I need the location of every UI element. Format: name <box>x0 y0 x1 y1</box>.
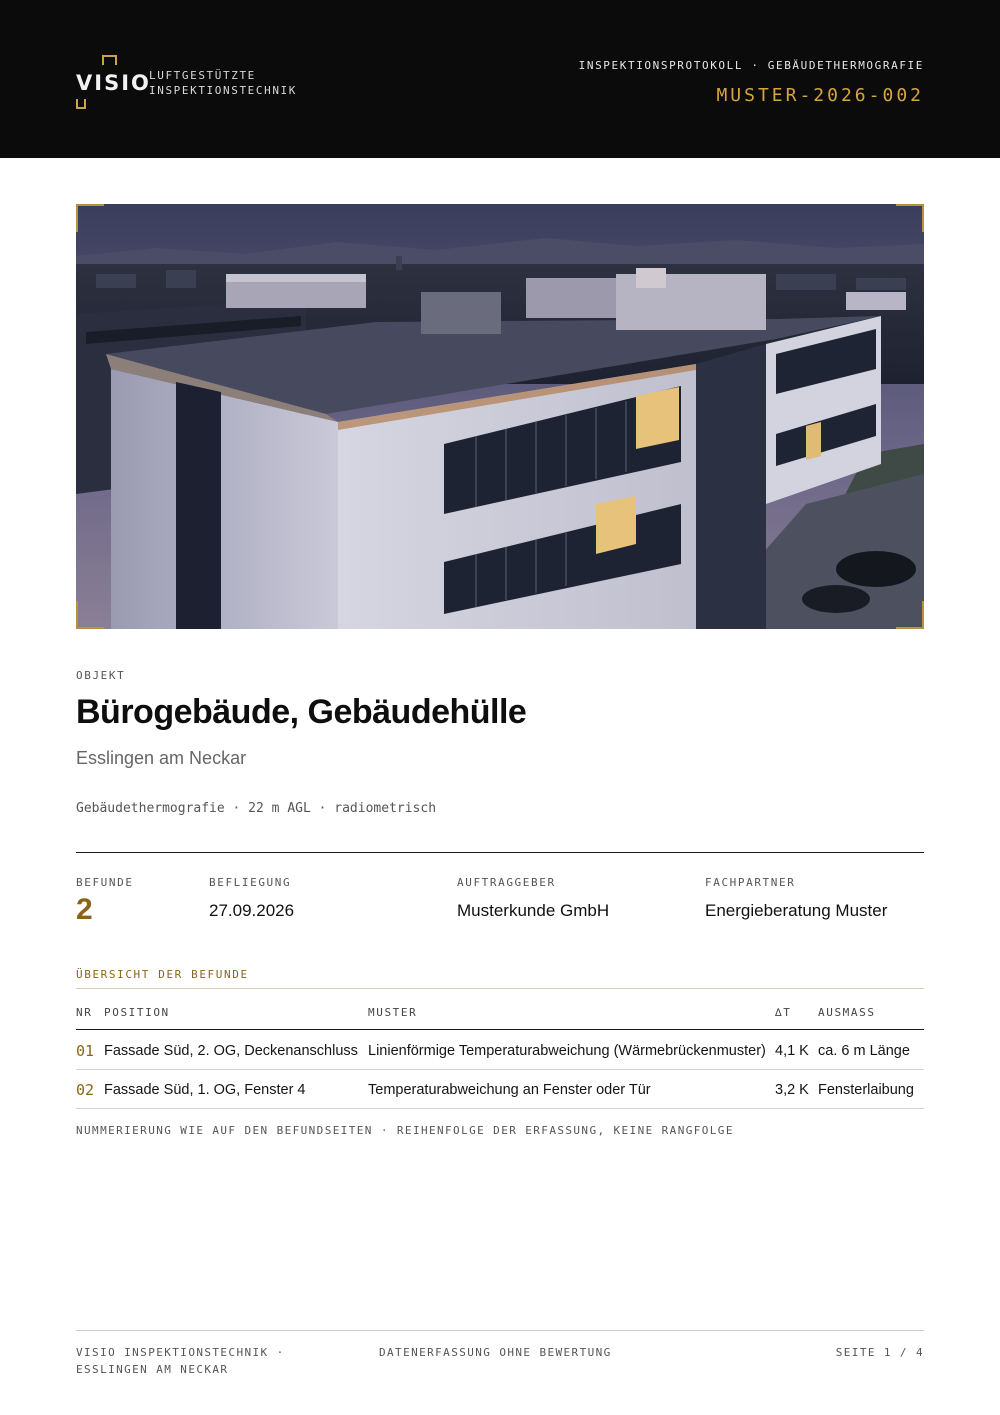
row-muster: Linienförmige Temperaturabweichung (Wärmebrückenmuster) <box>368 1043 766 1059</box>
footer-disclaimer: DATENERFASSUNG OHNE BEWERTUNG <box>379 1346 612 1359</box>
column-header-position: POSITION <box>104 1006 170 1019</box>
column-header-ausmass: AUSMASS <box>818 1006 876 1019</box>
visio-logo <box>76 55 151 111</box>
fact-client <box>457 876 609 921</box>
footer-company <box>76 1344 326 1378</box>
footer-company-line-1: VISIO INSPEKTIONSTECHNIK · <box>76 1346 285 1359</box>
object-label: OBJEKT <box>76 669 126 682</box>
row-ausmass: ca. 6 m Länge <box>818 1043 910 1059</box>
tagline-line-1: LUFTGESTÜTZTE <box>149 69 256 82</box>
object-title: Bürogebäude, Gebäudehülle <box>76 693 527 731</box>
section-divider <box>76 852 924 853</box>
fact-label-fachpartner: FACHPARTNER <box>705 876 796 889</box>
fact-value-befliegung: 27.09.2026 <box>209 901 295 920</box>
object-meta: Gebäudethermografie · 22 m AGL · radiometrisch <box>76 801 437 816</box>
table-row <box>76 1070 924 1109</box>
table-footnote: NUMMERIERUNG WIE AUF DEN BEFUNDSEITEN · REIHENFOLGE DER ERFASSUNG, KEINE RANGFOLGE <box>76 1124 734 1137</box>
fact-flight-date <box>209 876 294 921</box>
row-number: 02 <box>76 1081 95 1099</box>
table-header <box>76 1006 924 1026</box>
row-position: Fassade Süd, 1. OG, Fenster 4 <box>104 1082 306 1098</box>
document-id: MUSTER-2026-002 <box>716 85 924 106</box>
tagline-line-2: INSPEKTIONSTECHNIK <box>149 84 298 97</box>
footer-divider <box>76 1330 924 1331</box>
row-delta-t: 4,1 K <box>775 1043 809 1059</box>
company-tagline <box>149 68 297 98</box>
column-header-delta-t: ∆T <box>775 1006 792 1019</box>
row-muster: Temperaturabweichung an Fenster oder Tür <box>368 1082 651 1098</box>
fact-findings-count <box>76 876 134 927</box>
building-photo <box>76 204 924 629</box>
logo-bracket-bottom-right <box>84 99 86 109</box>
photo-corner-top-right <box>896 204 924 232</box>
row-number: 01 <box>76 1042 95 1060</box>
footer-page-number: SEITE 1 / 4 <box>835 1346 924 1359</box>
column-header-nr: NR <box>76 1006 93 1019</box>
row-delta-t: 3,2 K <box>775 1082 809 1098</box>
fact-value-befunde: 2 <box>76 893 93 926</box>
column-header-muster: MUSTER <box>368 1006 418 1019</box>
table-row <box>76 1031 924 1070</box>
fact-value-auftraggeber: Musterkunde GmbH <box>457 901 610 920</box>
photo-corner-top-left <box>76 204 104 232</box>
fact-partner <box>705 876 887 921</box>
header-bar <box>0 0 1000 158</box>
logo-bracket-top-right <box>108 55 117 65</box>
row-ausmass: Fensterlaibung <box>818 1082 914 1098</box>
overview-heading: ÜBERSICHT DER BEFUNDE <box>76 968 249 981</box>
object-location: Esslingen am Neckar <box>76 748 247 768</box>
table-header-divider <box>76 1029 924 1030</box>
fact-value-fachpartner: Energieberatung Muster <box>705 901 888 920</box>
footer-company-line-2: ESSLINGEN AM NECKAR <box>76 1363 229 1376</box>
logo-wordmark: VISIO <box>76 71 151 95</box>
fact-label-auftraggeber: AUFTRAGGEBER <box>457 876 556 889</box>
building-illustration <box>76 204 924 629</box>
photo-corner-bottom-right <box>896 601 924 629</box>
photo-corner-bottom-left <box>76 601 104 629</box>
fact-label-befliegung: BEFLIEGUNG <box>209 876 292 889</box>
row-position: Fassade Süd, 2. OG, Deckenanschluss <box>104 1043 358 1059</box>
overview-divider <box>76 988 924 989</box>
document-type: INSPEKTIONSPROTOKOLL · GEBÄUDETHERMOGRAFIE <box>578 59 924 72</box>
fact-label-befunde: BEFUNDE <box>76 876 134 889</box>
